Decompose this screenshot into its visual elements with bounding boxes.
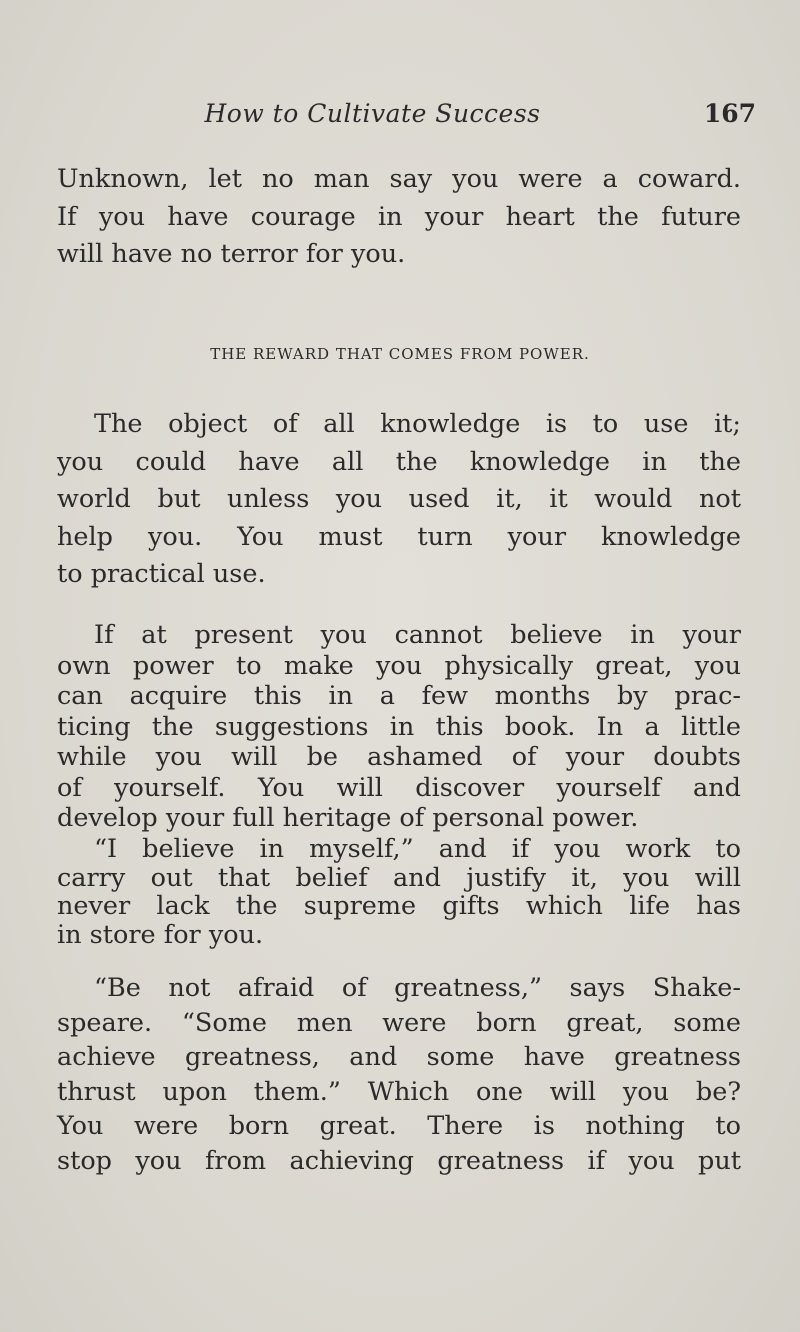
text-line: carry out that belief and justify it, you will [57,862,741,893]
paragraph-2 [57,406,741,594]
text-line: achieve greatness, and some have greatness [57,1042,741,1072]
text-line: you could have all the knowledge in the [57,446,741,477]
text-line: thrust upon them.” Which one will you be? [57,1076,741,1107]
text-line: If at present you cannot believe in your [94,620,741,650]
page-number: 167 [703,99,756,128]
text-line: ticing the suggestions in this book. In a little [57,711,741,742]
text-line: while you will be ashamed of your doubts [57,742,741,772]
text-line: speare. “Some men were born great, some [57,1007,741,1038]
text-line: Unknown, let no man say you were a coward. [57,164,741,194]
text-line: in store for you. [57,919,264,950]
text-line: world but unless you used it, it would not [57,484,741,514]
text-line: “Be not afraid of greatness,” says Shake- [94,973,741,1003]
text-line: develop your full heritage of personal power. [57,803,639,833]
paragraph-3 [57,620,741,834]
text-line: You were born great. There is nothing to [57,1111,741,1141]
text-line: stop you from achieving greatness if you put [57,1145,741,1176]
paragraph-5 [57,971,741,1178]
text-line: will have no terror for you. [57,239,406,269]
text-line: help you. You must turn your knowledge [57,521,741,552]
text-line: of yourself. You will discover yourself and [57,772,741,803]
text-line: “I believe in myself,” and if you work to [94,834,741,864]
text-line: to practical use. [57,559,266,589]
text-line: can acquire this in a few months by prac- [57,681,741,711]
paragraph-1 [57,161,741,274]
section-heading: THE REWARD THAT COMES FROM POWER. [210,345,590,363]
text-line: If you have courage in your heart the future [57,201,741,232]
paragraph-4 [57,835,741,949]
text-line: own power to make you physically great, you [57,650,741,681]
text-line: The object of all knowledge is to use it; [94,409,741,439]
page-header [0,94,800,134]
text-line: never lack the supreme gifts which life has [57,891,741,921]
running-title: How to Cultivate Success [204,99,541,128]
